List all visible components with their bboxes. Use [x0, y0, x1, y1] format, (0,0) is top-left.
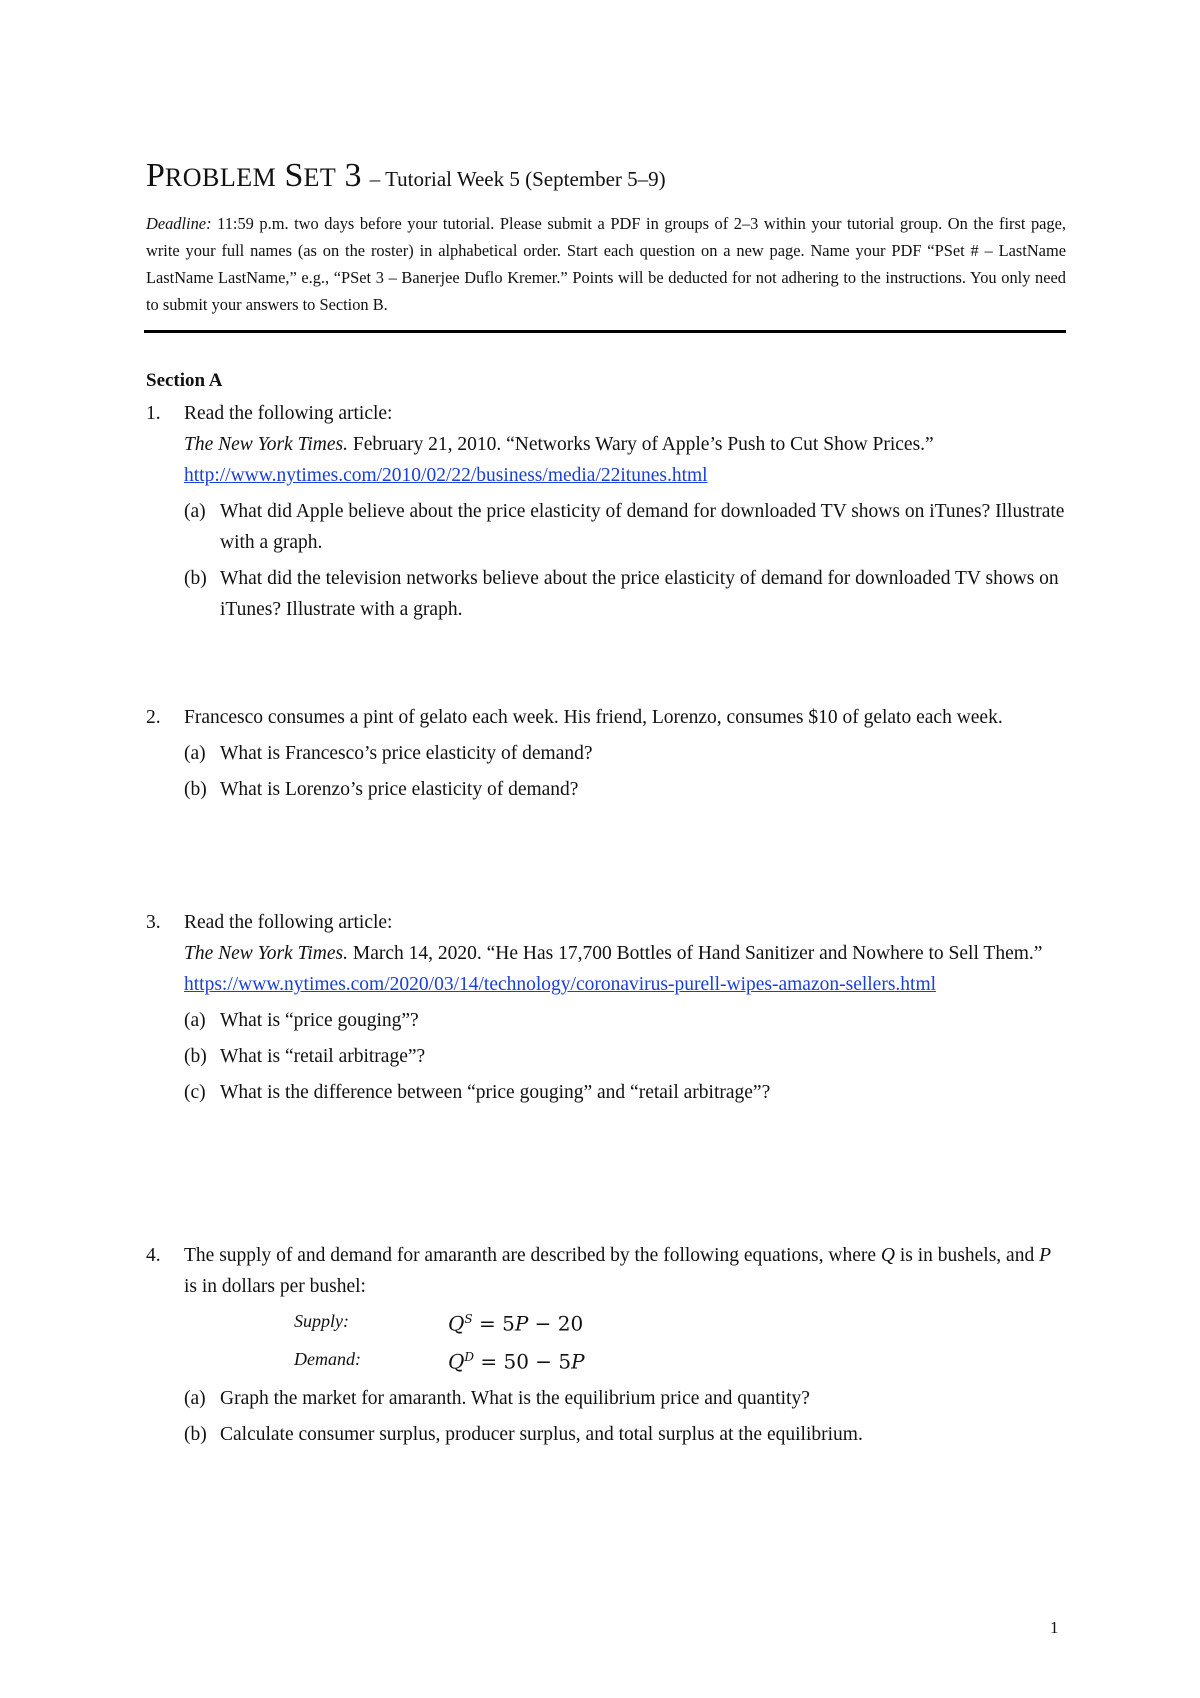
divider	[144, 330, 1066, 333]
deadline-label: Deadline:	[146, 214, 212, 233]
supply-equation: Supply: $Q^S = 5P - 20$	[294, 1311, 584, 1336]
title-subtitle: – Tutorial Week 5 (September 5–9)	[369, 167, 666, 191]
article-link[interactable]: http://www.nytimes.com/2010/02/22/business/media/22itunes.html	[184, 465, 708, 486]
instructions-text: 11:59 p.m. two days before your tutorial. Please submit a PDF in groups of 2–3 within your tutorial group. On the first page, write your full names (as on the roster) in alphabetical order. Start each question on a new page. Name your PDF “PSet # – LastName LastName LastName,” e.g., “PSet 3 – Banerjee Duflo Kremer.” Points will be deducted for not adhering to the instructions. You only need to submit your answers to Section B.	[146, 214, 1066, 314]
sub-question: (a) What is Francesco’s price elasticity of demand?	[184, 743, 593, 764]
question-2: 2. Francesco consumes a pint of gelato each week. His friend, Lorenzo, consumes $10 of gelato each week. (a) What is Francesco’s price elasticity of demand? (b) What is Lorenzo’s price elasticity of demand?	[146, 702, 1066, 805]
sub-question: (a) Graph the market for amaranth. What is the equilibrium price and quantity?	[184, 1388, 810, 1409]
sub-question: (c) What is the difference between “price gouging” and “retail arbitrage”?	[184, 1082, 771, 1103]
question-3: 3. Read the following article: The New York Times. March 14, 2020. “He Has 17,700 Bottles of Hand Sanitizer and Nowhere to Sell Them.” https://www.nytimes.com/2020/03/14/technology/coronavirus-purell-wipes-amazon-sellers.html (a) What is “price gouging”? (b) What is “retail arbitrage”? (c) What is the difference between “price gouging” and “retail arbitrage”?	[146, 907, 1066, 1108]
sub-question: (a) What did Apple believe about the price elasticity of demand for downloaded TV shows on iTunes? Illustrate with a graph.	[184, 501, 1065, 553]
section-title: Section A	[146, 370, 223, 391]
instructions	[146, 210, 1066, 318]
sub-question: (a) What is “price gouging”?	[184, 1010, 419, 1031]
article-link[interactable]: https://www.nytimes.com/2020/03/14/technology/coronavirus-purell-wipes-amazon-sellers.html	[184, 974, 937, 995]
sub-question: (b) Calculate consumer surplus, producer surplus, and total surplus at the equilibrium.	[184, 1424, 863, 1445]
page-title: PROBLEM SET 3 – Tutorial Week 5 (September 5–9)	[146, 157, 666, 194]
sub-question: (b) What did the television networks believe about the price elasticity of demand for downloaded TV shows on iTunes? Illustrate with a graph.	[184, 568, 1059, 620]
question-1: 1. Read the following article: The New York Times. February 21, 2010. “Networks Wary of Apple’s Push to Cut Show Prices.” http://www.nytimes.com/2010/02/22/business/media/22itunes.html (a) What did Apple believe about the price elasticity of demand for downloaded TV shows on iTunes? Illustrate with a graph. (b) What did the television networks believe about the price elasticity of demand for downloaded TV shows on iTunes? Illustrate with a graph.	[146, 398, 1066, 625]
page-number: 1	[1050, 1618, 1059, 1637]
sub-question: (b) What is “retail arbitrage”?	[184, 1046, 426, 1067]
demand-equation: Demand: $Q^D = 50 - 5P$	[294, 1349, 585, 1374]
question-4: 4. The supply of and demand for amaranth are described by the following equations, where Q is in bushels, and P is in dollars per bushel: Supply: $Q^S = 5P - 20$ Demand: $Q^D = 50 - 5P$ (a) Graph the market for amaranth. What is the equilibrium price and quantity? (b) Calculate consumer surplus, producer surplus, and total surplus at the equilibrium.	[146, 1240, 1066, 1450]
sub-question: (b) What is Lorenzo’s price elasticity of demand?	[184, 779, 579, 800]
